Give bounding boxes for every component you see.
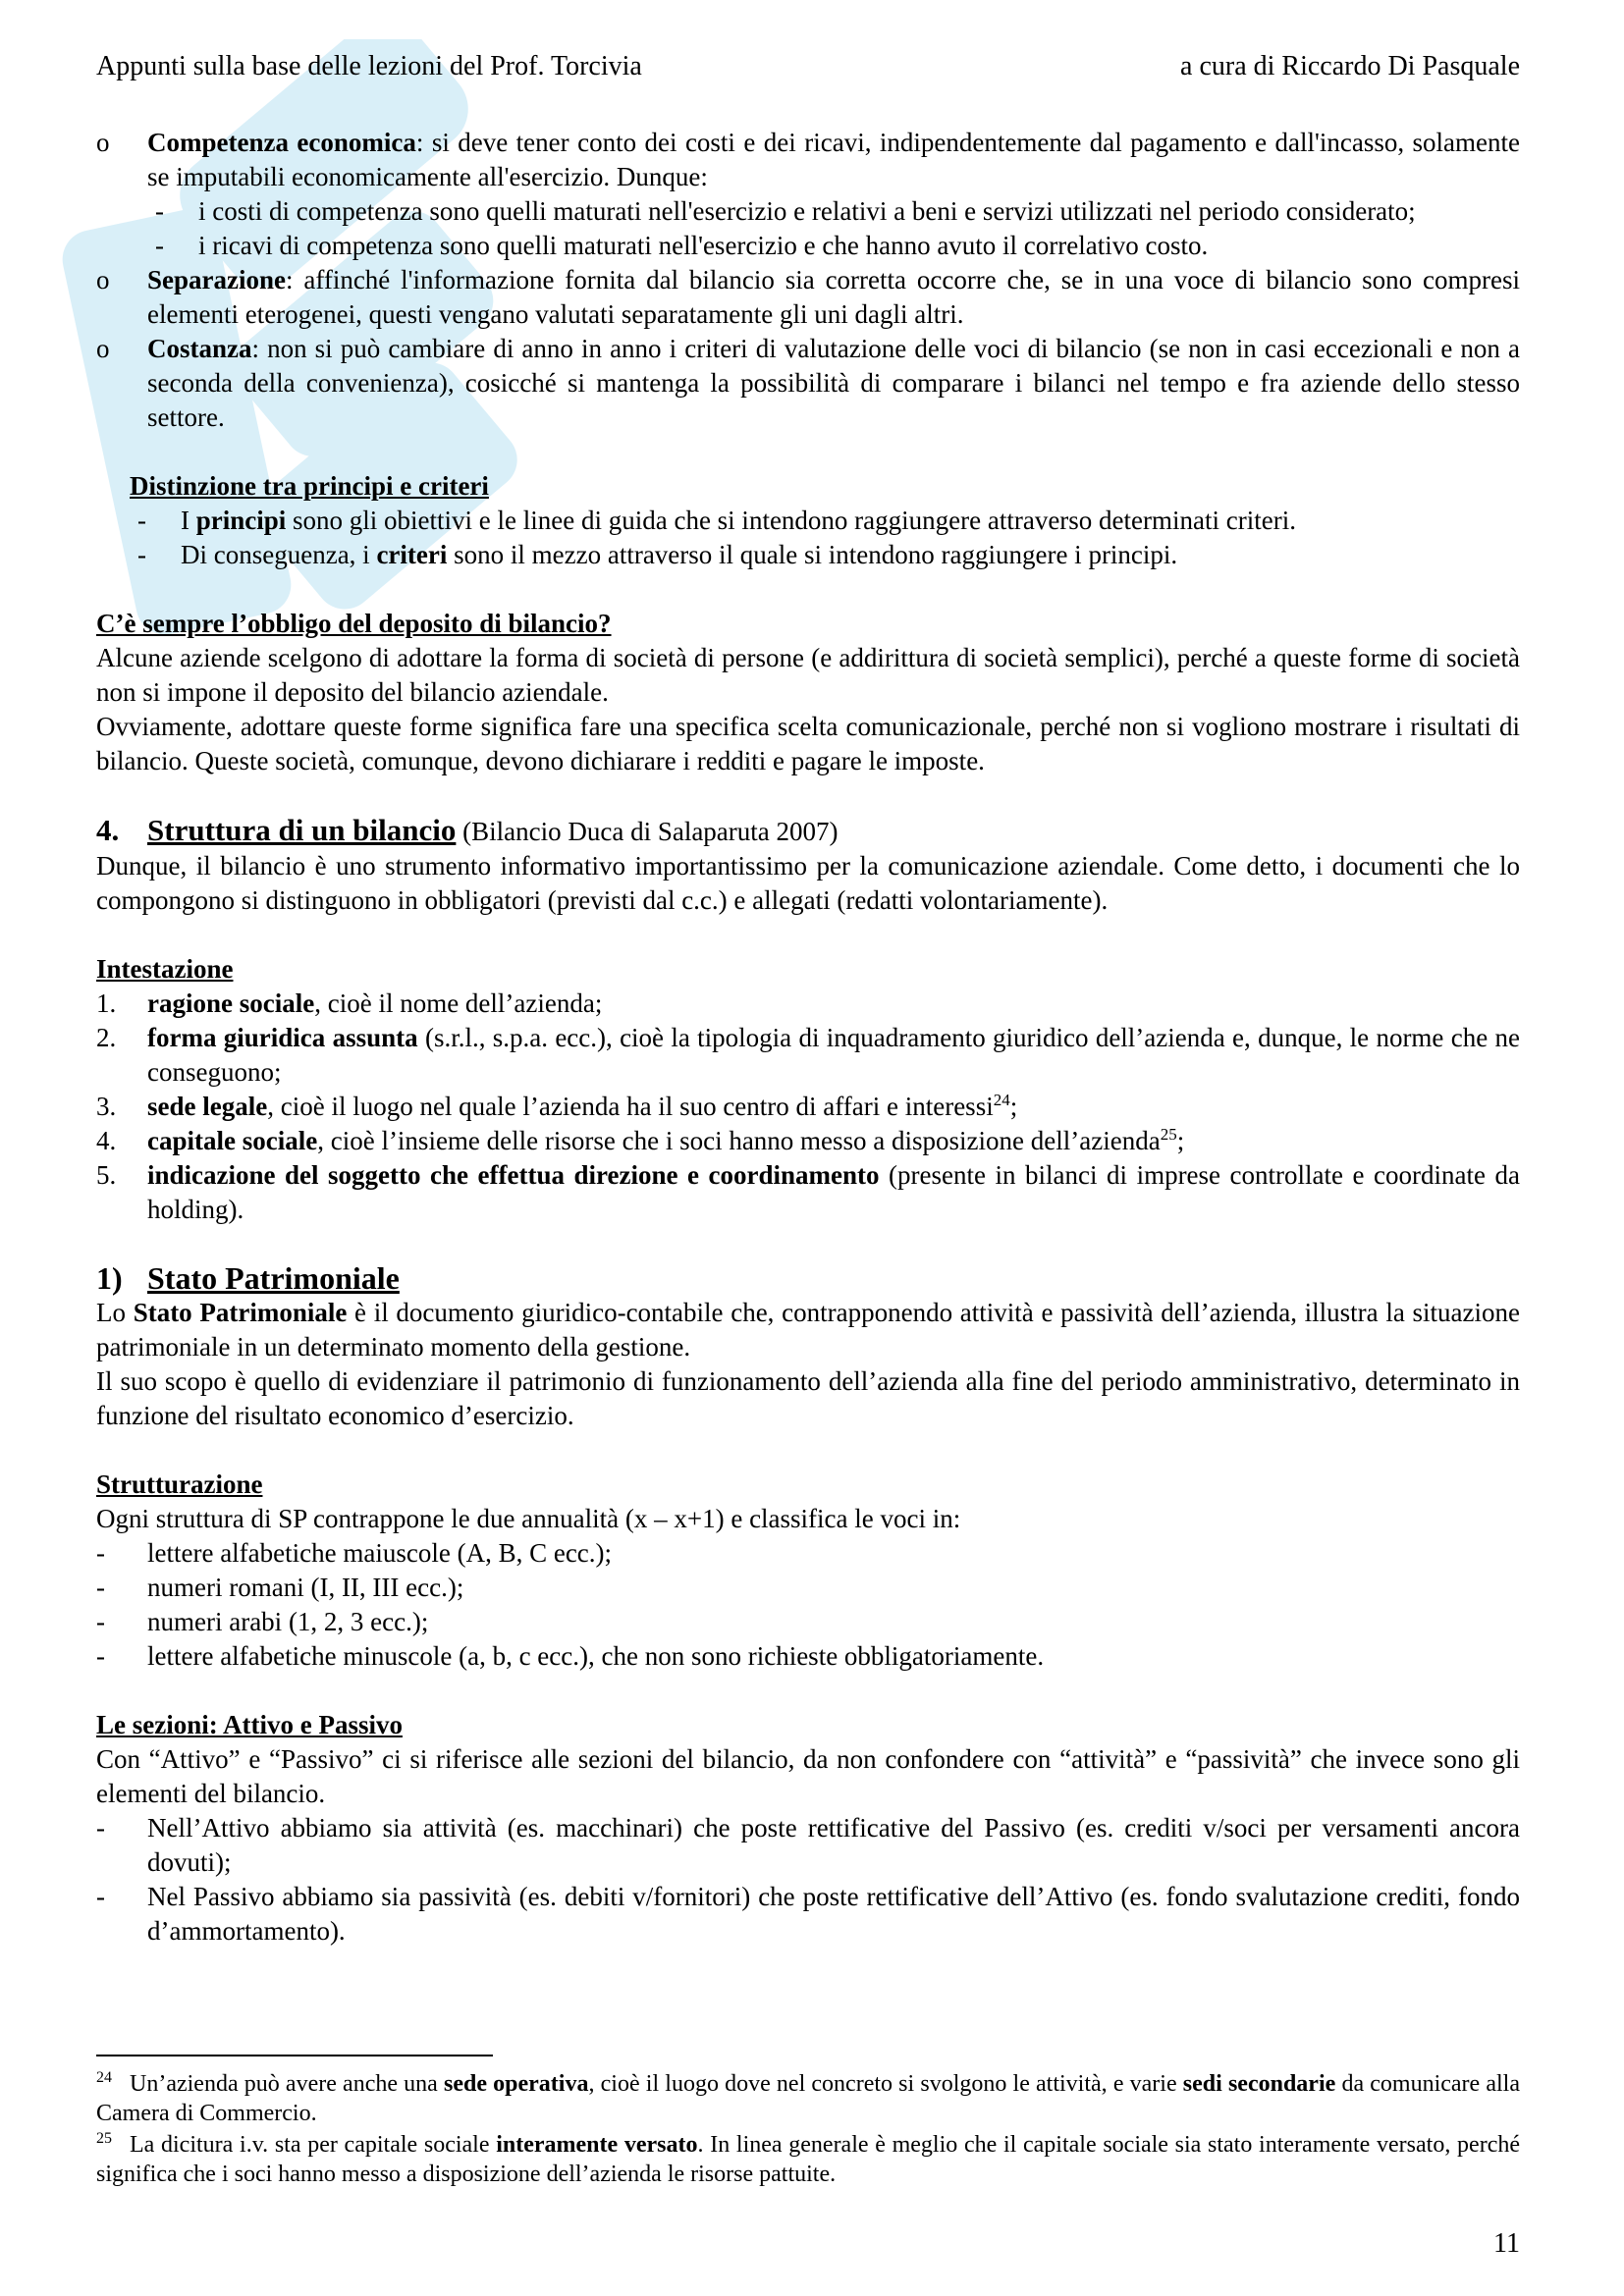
header-author: a cura di Riccardo Di Pasquale (1180, 51, 1520, 81)
footnote-24: $^{24}$ Un’azienda può avere anche una sede operativa, cioè il luogo dove nel concreto si svolgono le attività, e varie sedi secondarie da comunicare alla Camera di Commercio. (96, 2069, 1521, 2126)
list-item: 1. ragione sociale, cioè il nome dell’azienda; (96, 988, 603, 1018)
principle-text: : affinché l'informazione fornita dal bilancio sia corretta occorre che, se in una voce di bilancio sono compresi elementi eterogenei, questi vengano valutati separatamente gli uni dagli altri. (147, 265, 1520, 329)
list-item: - numeri arabi (1, 2, 3 ecc.); (96, 1607, 429, 1636)
page-number: 11 (1493, 2228, 1520, 2259)
paragraph: Alcune aziende scelgono di adottare la forma di società di persone (e addirittura di società semplici), perché a queste forme di società non si impone il deposito del bilancio aziendale. (96, 643, 1520, 707)
paragraph: Lo Stato Patrimoniale è il documento giuridico-contabile che, contrapponendo attività e passività dell’azienda, illustra la situazione patrimoniale in un determinato momento della gestione. (96, 1298, 1520, 1362)
list-item: - Nel Passivo abbiamo sia passività (es. debiti v/fornitori) che poste rettificative dell’Attivo (es. fondo svalutazione crediti, fondo d’ammortamento). (96, 1882, 1520, 1946)
principle-competenza (96, 126, 1520, 194)
paragraph: Il suo scopo è quello di evidenziare il patrimonio di funzionamento dell’azienda alla fine del periodo amministrativo, determinato in funzione del risultato economico d’esercizio. (96, 1366, 1520, 1430)
list-item: - numeri romani (I, II, III ecc.); (96, 1573, 464, 1602)
bullet-marker: o (96, 128, 110, 157)
stato-patrimoniale-heading: 1) Stato Patrimoniale (96, 1260, 400, 1296)
footnote-25: $^{25}$ La dicitura i.v. sta per capitale sociale interamente versato. In linea generale è meglio che il capitale sociale sia stato interamente versato, perché significa che i soci hanno messo a disposizione dell’azienda le risorse pattuite. (96, 2130, 1520, 2187)
principle-term: Separazione (147, 265, 286, 294)
list-item: - i costi di competenza sono quelli maturati nell'esercizio e relativi a beni e servizi utilizzati nel periodo considerato; (155, 196, 1416, 226)
principle-text: : non si può cambiare di anno in anno i criteri di valutazione delle voci di bilancio (se non in casi eccezionali e non a seconda della convenienza), cosicché si mantenga la possibilità di comparare i bilanci nel tempo e fra aziende dello stesso settore. (147, 334, 1520, 432)
list-item: 2. forma giuridica assunta (s.r.l., s.p.a. ecc.), cioè la tipologia di inquadramento giuridico dell’azienda e, dunque, le norme che ne conseguono; (96, 1023, 1520, 1087)
list-item: - i ricavi di competenza sono quelli maturati nell'esercizio e che hanno avuto il correlativo costo. (155, 231, 1209, 260)
distinzione-heading: Distinzione tra principi e criteri (130, 471, 489, 501)
paragraph: Con “Attivo” e “Passivo” ci si riferisce alle sezioni del bilancio, da non confondere con “attività” e “passività” che invece sono gli elementi del bilancio. (96, 1744, 1520, 1808)
bullet-marker: o (96, 334, 110, 363)
principle-costanza (96, 332, 1520, 435)
section-4-heading: 4. Struttura di un bilancio (Bilancio Duca di Salaparuta 2007) (96, 813, 839, 847)
deposito-heading: C’è sempre l’obbligo del deposito di bilancio? (96, 609, 612, 638)
principle-term: Costanza (147, 334, 252, 363)
sezioni-heading: Le sezioni: Attivo e Passivo (96, 1710, 403, 1739)
bullet-marker: o (96, 265, 110, 294)
list-item: - Nell’Attivo abbiamo sia attività (es. macchinari) che poste rettificative del Passivo (es. crediti v/soci per versamenti ancora dovuti); (96, 1813, 1520, 1877)
footnote-ref-24[interactable]: 24 (993, 1091, 1010, 1109)
list-item: 4. capitale sociale, cioè l’insieme delle risorse che i soci hanno messo a disposizione dell’azienda$^{25}$; (96, 1125, 1185, 1155)
paragraph: Dunque, il bilancio è uno strumento informativo importantissimo per la comunicazione aziendale. Come detto, i documenti che lo compongono si distinguono in obbligatori (previsti dal c.c.) e allegati (redatti volontariamente). (96, 851, 1520, 915)
footnote-ref-25[interactable]: 25 (1160, 1125, 1177, 1144)
footnote-separator (96, 2055, 493, 2056)
header-course: Appunti sulla base delle lezioni del Prof. Torcivia (96, 51, 642, 81)
page-body (96, 126, 1520, 1949)
page-header (96, 51, 1520, 90)
intestazione-heading: Intestazione (96, 954, 234, 984)
list-item: - Di conseguenza, i criteri sono il mezzo attraverso il quale si intendono raggiungere i principi. (137, 540, 1178, 569)
principle-term: Competenza economica (147, 128, 416, 157)
list-item: - lettere alfabetiche maiuscole (A, B, C ecc.); (96, 1538, 613, 1568)
paragraph: Ovviamente, adottare queste forme significa fare una specifica scelta comunicazionale, perché non si vogliono mostrare i risultati di bilancio. Queste società, comunque, devono dichiarare i redditi e pagare le imposte. (96, 712, 1520, 775)
principle-text: : si deve tener conto dei costi e dei ricavi, indipendentemente dal pagamento e dall'incasso, solamente se imputabili economicamente all'esercizio. Dunque: (147, 128, 1520, 191)
strutturazione-heading: Strutturazione (96, 1469, 263, 1499)
principle-separazione (96, 263, 1520, 332)
list-item: 5. indicazione del soggetto che effettua direzione e coordinamento (presente in bilanci di imprese controllate e coordinate da holding). (96, 1160, 1520, 1224)
footnotes (96, 2069, 1520, 2191)
paragraph: Ogni struttura di SP contrappone le due annualità (x – x+1) e classifica le voci in: (96, 1504, 961, 1533)
distinzione-block (130, 469, 1520, 572)
list-item: - lettere alfabetiche minuscole (a, b, c ecc.), che non sono richieste obbligatoriamente. (96, 1641, 1045, 1671)
list-item: - I principi sono gli obiettivi e le linee di guida che si intendono raggiungere attraverso determinati criteri. (137, 506, 1296, 535)
list-item: 3. sede legale, cioè il luogo nel quale l’azienda ha il suo centro di affari e interessi$^{24}$; (96, 1091, 1018, 1121)
